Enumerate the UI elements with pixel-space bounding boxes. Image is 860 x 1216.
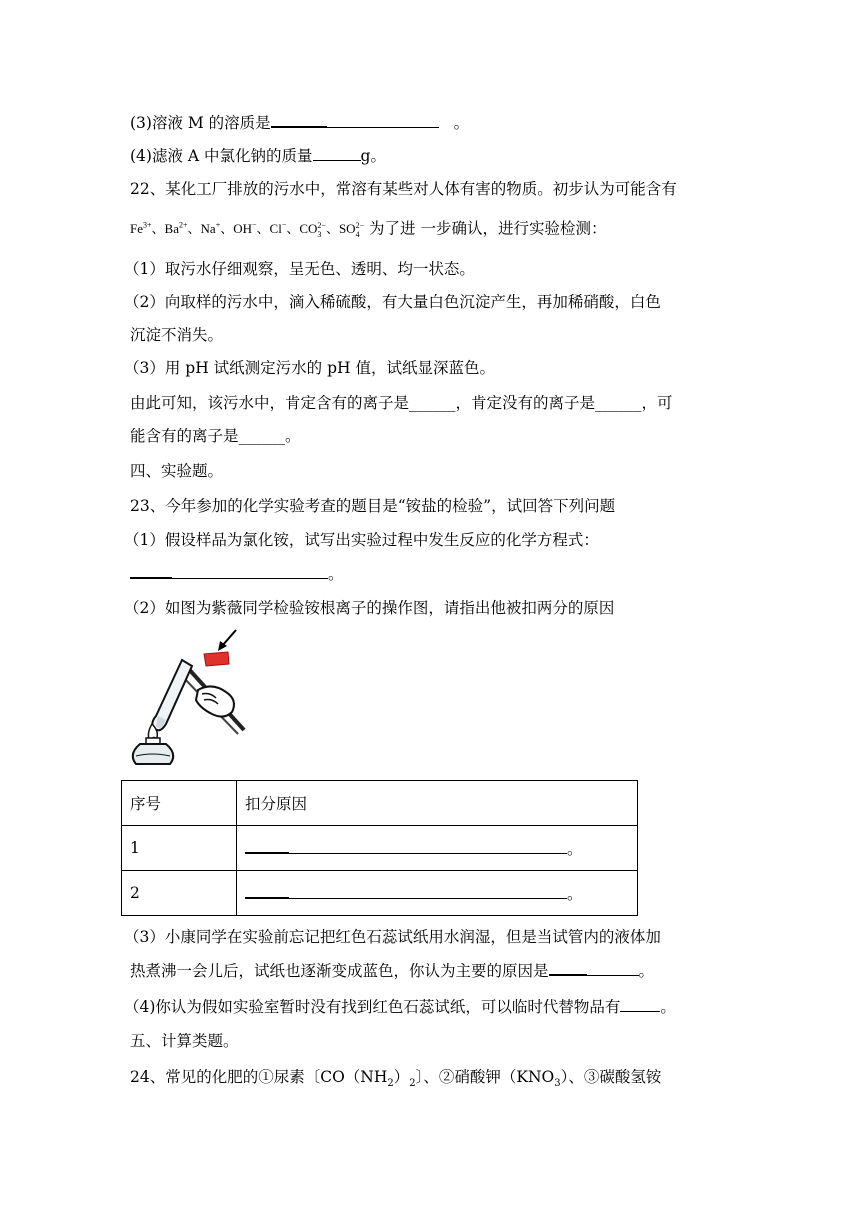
ion-list: $Fe^{3+}$、$Ba^{2+}$、Na+、OH−、Cl−、CO 2− 3 、SO 2− 4 [130,221,365,240]
table-row [122,871,638,916]
section-5-heading: 五、计算类题。 [130,1032,239,1050]
q23-part3-blank-bold[interactable] [549,960,587,976]
reason-1-blank-bold[interactable] [245,838,289,854]
q23-part3a: （3）小康同学在实验前忘记把红色石蕊试纸用水润湿，但是当试管内的液体加 [124,928,661,946]
section-4-heading: 四、实验题。 [130,462,224,480]
q23-part1: （1）假设样品为氯化铵，试写出实验过程中发生反应的化学方程式： [124,531,599,549]
q23-part4-blank[interactable] [620,997,660,1012]
q22-step2a: （2）向取样的污水中，滴入稀硫酸，有大量白色沉淀产生，再加稀硝酸，白色 [124,293,661,311]
row-number: 2 [122,871,237,916]
q22-conclusion-a: 由此可知，该污水中，肯定含有的离子是______，肯定没有的离子是______，可 [130,394,673,412]
header-number: 序号 [122,781,237,826]
reason-1-blank[interactable] [289,839,567,854]
row-reason: 。 [237,826,638,871]
row-reason: 。 [237,871,638,916]
q22-step3: （3）用 pH 试纸测定污水的 pH 值，试纸显深蓝色。 [124,359,495,377]
q23-part3-blank[interactable] [587,961,639,976]
table-row [122,826,638,871]
q23-part3b: 热煮沸一会儿后，试纸也逐渐变成蓝色，你认为主要的原因是 。 [130,962,655,980]
row-number: 1 [122,826,237,871]
q4-answer-blank[interactable] [313,146,361,161]
q22-step2b: 沉淀不消失。 [130,326,224,344]
test-tube-heating-illustration [126,628,250,768]
q3-line: (3)溶液 M 的溶质是 。 [130,114,470,132]
q23-part2: （2）如图为紫薇同学检验铵根离子的操作图，请指出他被扣两分的原因 [124,599,615,617]
reason-2-blank[interactable] [289,884,567,899]
q22-conclusion-b: 能含有的离子是______。 [130,427,301,445]
q23-part4: （4)你认为假如实验室暂时没有找到红色石蕊试纸，可以临时代替物品有 。 [124,998,676,1016]
table-header-row [122,781,638,826]
q23-equation-blank[interactable] [172,564,328,579]
reason-2-blank-bold[interactable] [245,883,289,899]
q24-intro: 24、常见的化肥的①尿素〔$CO(NH_2)_2$〕、②硝酸钾$(KNO_3)$、③碳酸氢铵 [130,1068,662,1090]
q23-part1-answer-line: 。 [130,563,344,585]
q22-intro: 22、某化工厂排放的污水中，常溶有某些对人体有害的物质。初步认为可能含有 [130,180,677,198]
q4-line: (4)滤液 A 中氯化钠的质量 g。 [130,147,386,165]
q22-step1: （1）取污水仔细观察，呈无色、透明、均一状态。 [124,260,475,278]
header-reason: 扣分原因 [237,781,638,826]
q23-equation-blank-bold[interactable] [130,563,172,579]
q3-answer-blank[interactable] [327,113,439,128]
deduction-table [121,780,638,916]
q3-answer-blank-bold[interactable] [271,112,327,128]
q22-ions-line: $Fe^{3+}$、$Ba^{2+}$、Na+、OH−、Cl−、CO 2− 3 、SO 2− 4 为了进 一步确认，进行实验检测： [130,219,607,240]
q23-intro: 23、今年参加的化学实验考查的题目是“铵盐的检验”，试回答下列问题 [130,497,616,515]
